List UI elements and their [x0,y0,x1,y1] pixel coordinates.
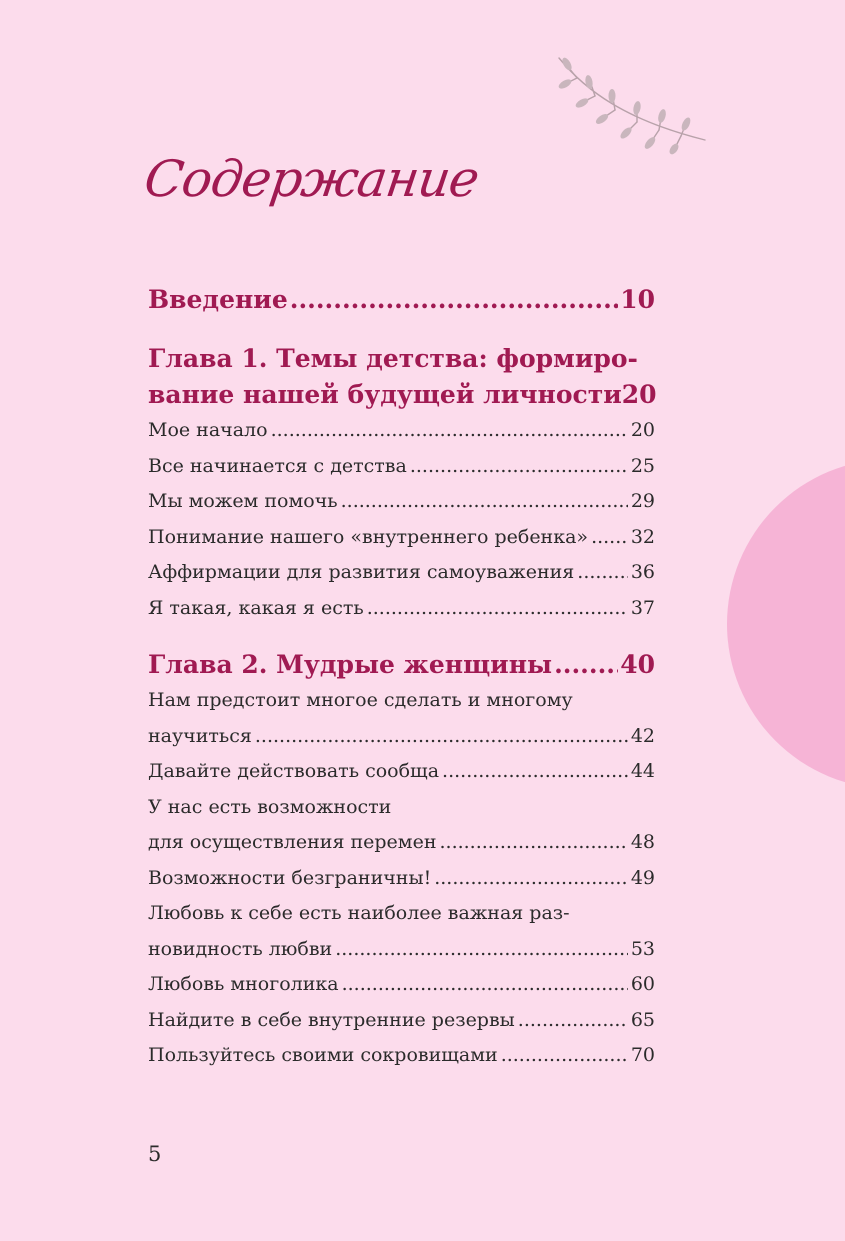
toc-leader [577,555,628,591]
toc-leader [439,825,627,861]
toc-page-number: 37 [630,596,655,619]
toc-entry-label: Аффирмации для развития самоуважения [148,561,575,583]
toc-leader [271,413,628,449]
toc-leader [442,754,628,790]
sprig-icon [555,50,715,155]
toc-page-number: 60 [630,973,655,995]
chapter2-heading[interactable] [148,647,655,683]
toc-page-number: 44 [630,760,655,782]
toc-leader [367,591,628,627]
toc-leader [434,861,628,897]
toc-entry-label: Пользуйтесь своими сокровищами [148,1044,498,1066]
toc-entry[interactable] [148,520,655,556]
toc-entry-label: Введение [148,285,288,314]
toc-leader [341,484,628,520]
table-of-contents [148,282,655,1074]
chapter1-heading[interactable] [148,377,655,413]
toc-page-number: 20 [621,380,657,409]
toc-entry-label: Понимание нашего «внутреннего ребенка» [148,525,589,548]
toc-entry[interactable] [148,1003,655,1039]
toc-entry[interactable] [148,591,655,627]
toc-leader [342,967,628,1003]
decorative-circle [727,459,845,789]
toc-leader [255,719,628,755]
toc-leader [335,932,628,968]
toc-page-number: 48 [630,831,655,853]
toc-entry-label: Любовь многолика [148,973,339,995]
toc-leader [518,1003,628,1039]
toc-page-number: 32 [630,525,655,548]
toc-entry[interactable] [148,861,655,897]
chapter1-heading-line1[interactable]: Глава 1. Темы детства: формиро- [148,344,638,373]
toc-entry-label: Возможности безграничны! [148,866,432,889]
toc-entry-label: Все начинается с детства [148,454,407,477]
toc-entry-intro[interactable] [148,282,655,318]
toc-entry-line1[interactable]: Любовь к себе есть наиболее важная раз- [148,902,570,924]
toc-entry[interactable] [148,1038,655,1074]
toc-entry-label: научиться [148,724,252,747]
toc-page-number: 53 [630,937,655,960]
toc-entry[interactable] [148,754,655,790]
toc-entry[interactable] [148,719,655,755]
toc-entry[interactable] [148,825,655,861]
toc-entry-line1[interactable]: Нам предстоит многое сделать и многому [148,689,573,711]
toc-leader [591,520,628,556]
toc-entry[interactable] [148,555,655,591]
toc-entry[interactable] [148,967,655,1003]
toc-leader [501,1038,628,1074]
toc-page-number: 36 [630,561,655,583]
toc-entry-label: Давайте действовать сообща [148,760,440,782]
toc-entry[interactable] [148,932,655,968]
toc-entry-label: Глава 2. Мудрые женщины [148,650,553,679]
toc-entry[interactable] [148,484,655,520]
toc-entry-label: Я такая, какая я есть [148,596,364,619]
toc-page-number: 20 [630,419,655,441]
toc-entry-label: Найдите в себе внутренние резервы [148,1008,515,1031]
toc-entry-label: Мы можем помочь [148,490,338,512]
toc-page-number: 70 [630,1044,655,1066]
toc-page-number: 40 [620,650,655,679]
toc-entry[interactable] [148,449,655,485]
toc-entry[interactable] [148,413,655,449]
toc-entry-label: для осуществления перемен [148,831,437,853]
page-number: 5 [148,1142,162,1166]
toc-leader [410,449,628,485]
toc-entry-label: новидность любви [148,937,333,960]
toc-page-number: 29 [630,490,655,512]
toc-page-number: 25 [630,454,655,477]
toc-leader [554,647,618,683]
toc-page-number: 42 [630,724,655,747]
toc-leader [290,282,618,318]
toc-entry-line1[interactable]: У нас есть возможности [148,795,392,818]
toc-entry-label: Мое начало [148,419,268,441]
toc-page-number: 65 [630,1008,655,1031]
toc-page-number: 10 [620,285,655,314]
toc-page-number: 49 [630,866,655,889]
page-title: Содержание [140,150,483,208]
toc-entry-label: вание нашей будущей личности [148,380,622,409]
